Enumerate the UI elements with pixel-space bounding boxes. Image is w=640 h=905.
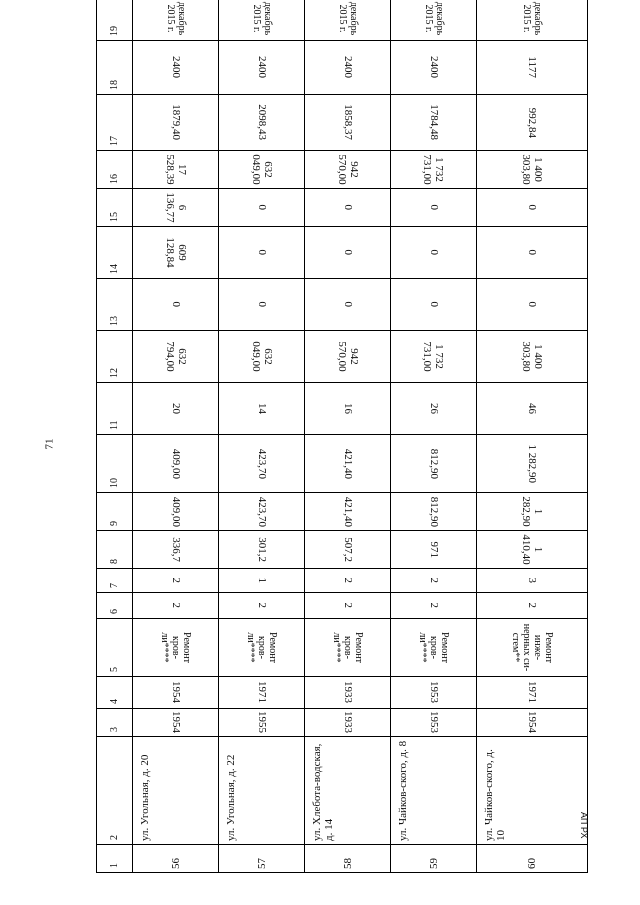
table-cell: 812,90 [391, 435, 477, 493]
table-cell: 0 [133, 279, 219, 331]
table-cell: 0 [305, 227, 391, 279]
table-cell: 6 136,77 [133, 189, 219, 227]
capital-repair-table [96, 0, 588, 873]
table-cell: 16 [305, 383, 391, 435]
row-number: 56 [133, 845, 219, 873]
table-cell: 14 [219, 383, 305, 435]
table-cell: 0 [305, 279, 391, 331]
table-cell: 609 128,84 [133, 227, 219, 279]
completion-date-cell: декабрь 2015 г. [133, 0, 219, 41]
footer-mark: АП РХ [579, 812, 589, 839]
table-cell: 1954 [133, 709, 219, 737]
column-number: 11 [97, 383, 133, 435]
table-cell: 1 [219, 569, 305, 593]
table-cell: 1784,48 [391, 95, 477, 151]
work-type-cell: Ремонт кров-ли**** [305, 619, 391, 677]
table-cell: 46 [477, 383, 588, 435]
column-number: 14 [97, 227, 133, 279]
table-cell: 0 [477, 279, 588, 331]
table-row [477, 0, 588, 873]
column-number: 5 [97, 619, 133, 677]
address-cell: ул. Чайков-ского, д. 8 [391, 737, 477, 845]
table-cell: 632 049,00 [219, 151, 305, 189]
address-cell: ул. Угольная, д. 20 [133, 737, 219, 845]
column-number: 10 [97, 435, 133, 493]
table-cell: 632 794,00 [133, 331, 219, 383]
table-cell: 2 [391, 593, 477, 619]
completion-date-cell: декабрь 2015 г. [391, 0, 477, 41]
completion-date-cell: декабрь 2015 г. [305, 0, 391, 41]
table-cell: 2 [133, 593, 219, 619]
table-cell: 2 [477, 593, 588, 619]
table-cell: 0 [391, 189, 477, 227]
table-cell: 2098,43 [219, 95, 305, 151]
table-cell: 1858,37 [305, 95, 391, 151]
table-cell: 423,70 [219, 493, 305, 531]
table-cell: 2400 [219, 41, 305, 95]
table-cell: 20 [133, 383, 219, 435]
table-cell: 421,40 [305, 435, 391, 493]
work-type-cell: Ремонт кров-ли**** [391, 619, 477, 677]
table-cell: 1 400 303,80 [477, 151, 588, 189]
address-cell: ул. Чайков-ского, д. 10 [477, 737, 588, 845]
table-cell: 0 [477, 189, 588, 227]
table-cell: 26 [391, 383, 477, 435]
completion-date-cell: декабрь 2015 г. [477, 0, 588, 41]
table-cell: 2 [305, 569, 391, 593]
column-number-row [97, 0, 133, 873]
table-cell: 1 410,40 [477, 531, 588, 569]
table-cell: 0 [391, 279, 477, 331]
table-cell: 2400 [391, 41, 477, 95]
completion-date-cell: декабрь 2015 г. [219, 0, 305, 41]
table-cell: 1953 [391, 677, 477, 709]
column-number: 7 [97, 569, 133, 593]
table-cell: 3 [477, 569, 588, 593]
row-number: 58 [305, 845, 391, 873]
table-cell: 1 732 731,00 [391, 331, 477, 383]
table-cell: 1 732 731,00 [391, 151, 477, 189]
table-cell: 301,2 [219, 531, 305, 569]
table-cell: 1 400 303,80 [477, 331, 588, 383]
table-cell: 17 528,39 [133, 151, 219, 189]
row-number: 60 [477, 845, 588, 873]
column-number: 4 [97, 677, 133, 709]
table-cell: 942 570,00 [305, 331, 391, 383]
work-type-cell: Ремонт кров-ли**** [219, 619, 305, 677]
table-cell: 2 [391, 569, 477, 593]
table-row [133, 0, 219, 873]
table-cell: 1971 [219, 677, 305, 709]
table-cell: 2 [219, 593, 305, 619]
column-number: 17 [97, 95, 133, 151]
column-number: 3 [97, 709, 133, 737]
column-number: 19 [97, 0, 133, 41]
column-number: 13 [97, 279, 133, 331]
table-cell: 1933 [305, 709, 391, 737]
table-cell: 632 049,00 [219, 331, 305, 383]
table-cell: 0 [219, 227, 305, 279]
table-cell: 1 282,90 [477, 493, 588, 531]
table-cell: 0 [477, 227, 588, 279]
table-cell: 2 [305, 593, 391, 619]
table-cell: 1954 [477, 709, 588, 737]
work-type-cell: Ремонт кров-ли**** [133, 619, 219, 677]
column-number: 15 [97, 189, 133, 227]
table-cell: 1 282,90 [477, 435, 588, 493]
table-cell: 421,40 [305, 493, 391, 531]
table-cell: 0 [219, 279, 305, 331]
table-cell: 507,2 [305, 531, 391, 569]
table-cell: 1955 [219, 709, 305, 737]
table-cell: 971 [391, 531, 477, 569]
table-cell: 2400 [305, 41, 391, 95]
table-cell: 0 [305, 189, 391, 227]
table-cell: 812,90 [391, 493, 477, 531]
table-cell: 0 [219, 189, 305, 227]
table-cell: 409,00 [133, 435, 219, 493]
table-cell: 1971 [477, 677, 588, 709]
table-cell: 1879,40 [133, 95, 219, 151]
data-table-sheet [96, 1, 588, 873]
column-number: 2 [97, 737, 133, 845]
column-number: 8 [97, 531, 133, 569]
table-cell: 942 570,00 [305, 151, 391, 189]
table-row [219, 0, 305, 873]
column-number: 18 [97, 41, 133, 95]
table-cell: 2 [133, 569, 219, 593]
table-cell: 0 [391, 227, 477, 279]
table-cell: 1933 [305, 677, 391, 709]
table-cell: 423,70 [219, 435, 305, 493]
page-number: 71 [43, 438, 56, 450]
column-number: 1 [97, 845, 133, 873]
column-number: 16 [97, 151, 133, 189]
table-cell: 409,00 [133, 493, 219, 531]
row-number: 59 [391, 845, 477, 873]
table-row [305, 0, 391, 873]
table-row [391, 0, 477, 873]
work-type-cell: Ремонт инже-нерных си-стем** [477, 619, 588, 677]
column-number: 12 [97, 331, 133, 383]
row-number: 57 [219, 845, 305, 873]
address-cell: ул. Хлебота-водская, д. 14 [305, 737, 391, 845]
table-cell: 992,84 [477, 95, 588, 151]
column-number: 9 [97, 493, 133, 531]
table-cell: 336,7 [133, 531, 219, 569]
table-cell: 1953 [391, 709, 477, 737]
table-cell: 2400 [133, 41, 219, 95]
table-cell: 1177 [477, 41, 588, 95]
column-number: 6 [97, 593, 133, 619]
table-cell: 1954 [133, 677, 219, 709]
address-cell: ул. Угольная, д. 22 [219, 737, 305, 845]
